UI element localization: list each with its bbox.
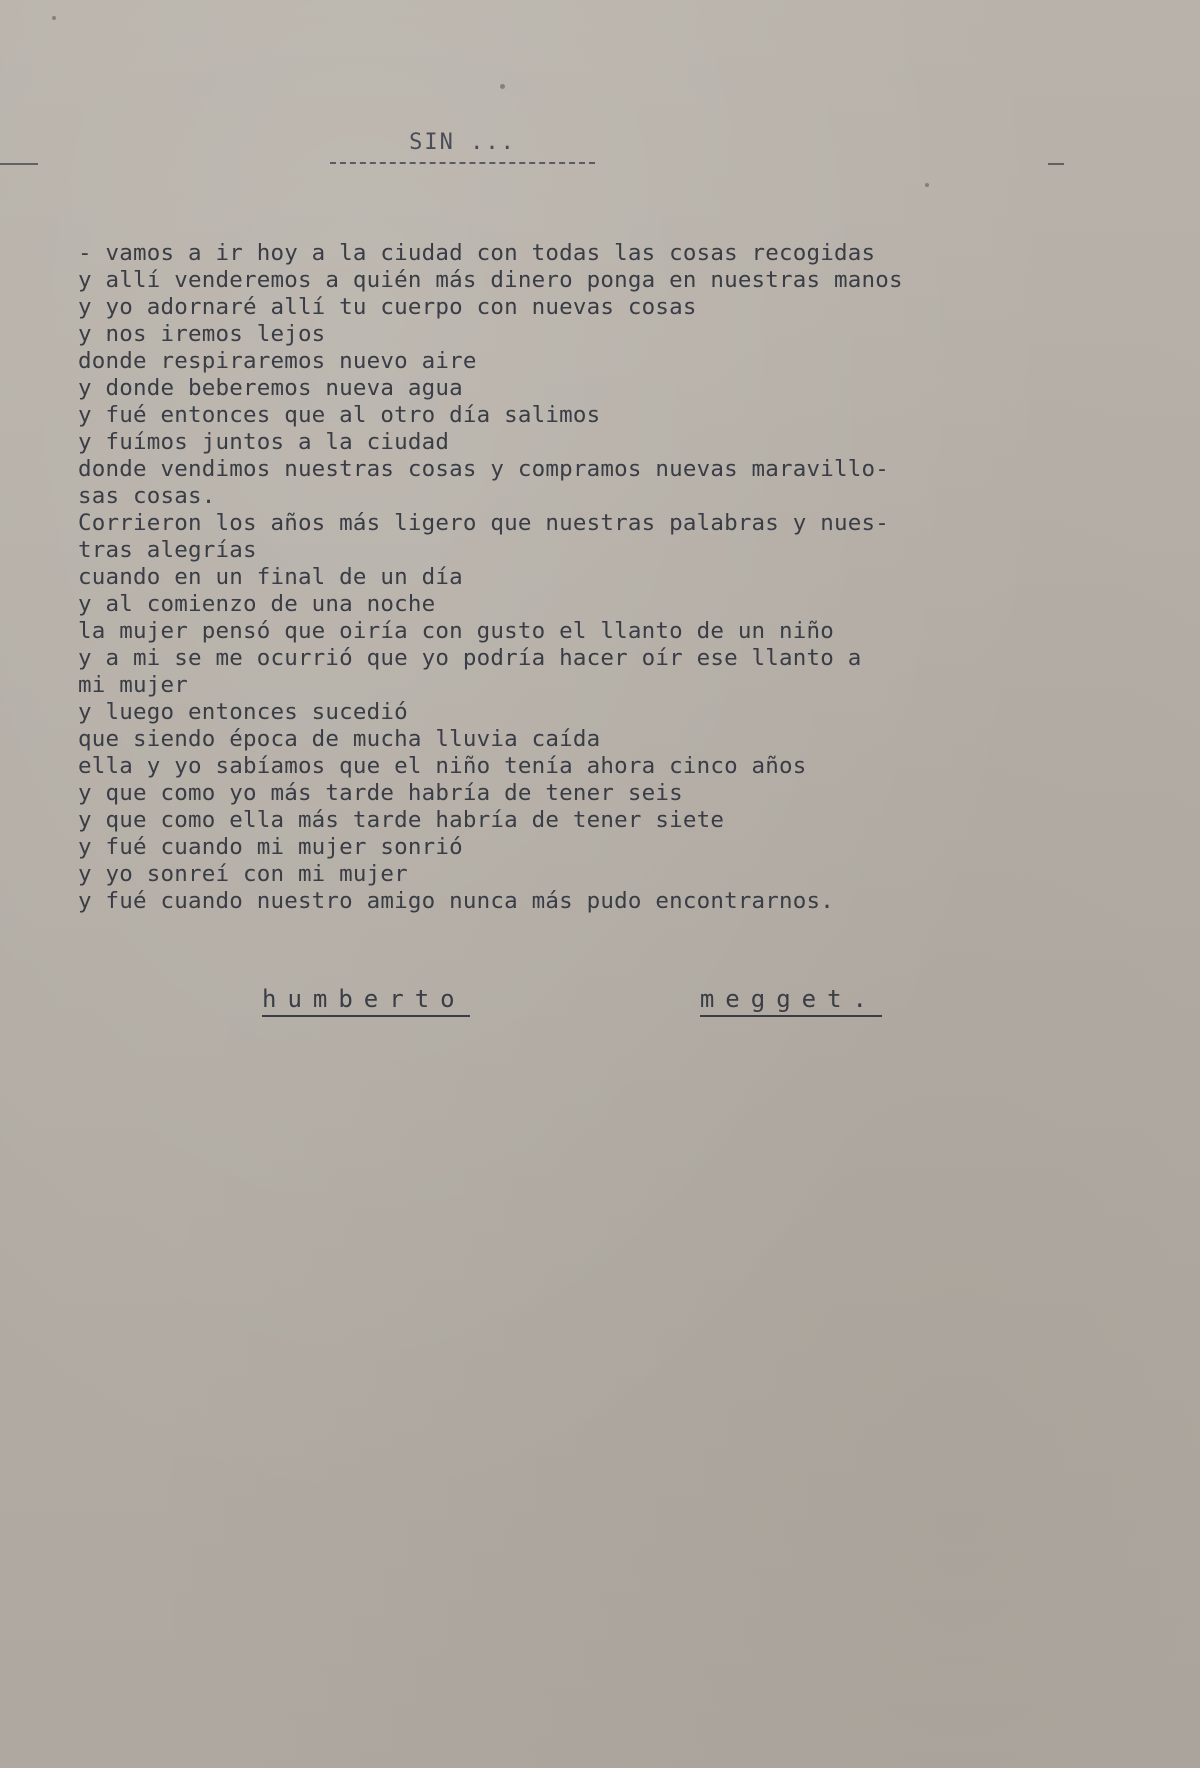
poem-line: la mujer pensó que oiría con gusto el llanto de un niño [78,618,835,644]
poem-line: y fué entonces que al otro día salimos [78,402,601,428]
poem-line: y donde beberemos nueva agua [78,375,463,401]
title-underline [330,162,595,164]
poem-line: y nos iremos lejos [78,321,326,347]
poem-line: - vamos a ir hoy a la ciudad con todas las cosas recogidas [78,240,876,266]
poem-line: y a mi se me ocurrió que yo podría hacer oír ese llanto a [78,645,862,671]
poem-line: sas cosas. [78,483,216,509]
poem-line: y yo adornaré allí tu cuerpo con nuevas cosas [78,294,697,320]
left-margin-mark [0,163,38,165]
poem-line: y luego entonces sucedió [78,699,408,725]
poem-line: donde vendimos nuestras cosas y compramos nuevas maravillo- [78,456,890,482]
poem-line: Corrieron los años más ligero que nuestras palabras y nues- [78,510,890,536]
poem-line: y allí venderemos a quién más dinero ponga en nuestras manos [78,267,903,293]
poem-line: mi mujer [78,672,188,698]
poem-line: que siendo época de mucha lluvia caída [78,726,601,752]
ink-spot [52,16,56,20]
poem-line: y al comienzo de una noche [78,591,436,617]
right-margin-mark [1048,163,1064,165]
author-signature [262,985,882,1017]
ink-spot [500,84,505,89]
poem-line: y fué cuando mi mujer sonrió [78,834,463,860]
poem-line: y yo sonreí con mi mujer [78,861,408,887]
document-title: SIN ... [409,130,516,155]
poem-line: donde respiraremos nuevo aire [78,348,477,374]
poem-line: tras alegrías [78,537,257,563]
signature-last-name: megget. [700,985,882,1017]
poem-line: ella y yo sabíamos que el niño tenía ahora cinco años [78,753,807,779]
poem-line: y fuímos juntos a la ciudad [78,429,450,455]
poem-body [78,240,1098,915]
poem-line: cuando en un final de un día [78,564,463,590]
poem-line: y que como yo más tarde habría de tener seis [78,780,683,806]
signature-first-name: humberto [262,985,470,1017]
poem-line: y fué cuando nuestro amigo nunca más pudo encontrarnos. [78,888,835,914]
ink-spot [925,183,929,187]
poem-line: y que como ella más tarde habría de tener siete [78,807,725,833]
